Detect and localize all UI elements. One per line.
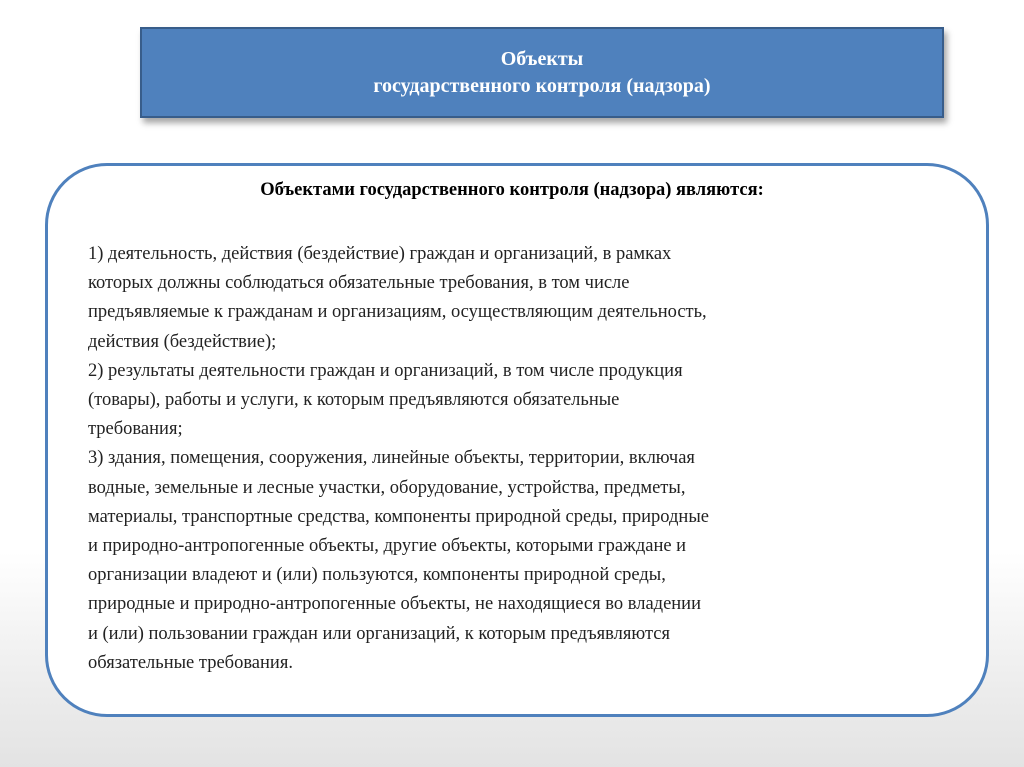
content-body bbox=[88, 240, 958, 678]
content-line: 2) результаты деятельности граждан и организаций, в том числе продукция bbox=[88, 360, 683, 381]
content-line: 1) деятельность, действия (бездействие) граждан и организаций, в рамках bbox=[88, 244, 672, 264]
content-line: которых должны соблюдаться обязательные требования, в том числе bbox=[88, 273, 630, 294]
content-line: водные, земельные и лесные участки, оборудование, устройства, предметы, bbox=[88, 477, 686, 498]
content-line: и (или) пользовании граждан или организаций, к которым предъявляются bbox=[88, 623, 670, 644]
content-line: и природно-антропогенные объекты, другие объекты, которыми граждане и bbox=[88, 536, 687, 557]
content-heading: Объектами государственного контроля (надзора) являются: bbox=[260, 180, 764, 200]
content-line: организации владеют и (или) пользуются, компоненты природной среды, bbox=[88, 565, 666, 586]
slide-title-line-2: государственного контроля (надзора) bbox=[373, 74, 711, 97]
content-line: предъявляемые к гражданам и организациям, осуществляющим деятельность, bbox=[88, 302, 707, 323]
content-line: (товары), работы и услуги, к которым предъявляются обязательные bbox=[88, 390, 620, 411]
slide-title-box bbox=[140, 27, 944, 118]
slide-title-line-1: Объекты bbox=[500, 47, 584, 70]
content-line: требования; bbox=[88, 419, 183, 440]
content-line: материалы, транспортные средства, компоненты природной среды, природные bbox=[88, 506, 709, 527]
content-line: действия (бездействие); bbox=[88, 331, 277, 352]
content-line: 3) здания, помещения, сооружения, линейные объекты, территории, включая bbox=[88, 448, 695, 469]
content-line: обязательные требования. bbox=[88, 652, 293, 673]
content-line: природные и природно-антропогенные объекты, не находящиеся во владении bbox=[88, 594, 701, 615]
